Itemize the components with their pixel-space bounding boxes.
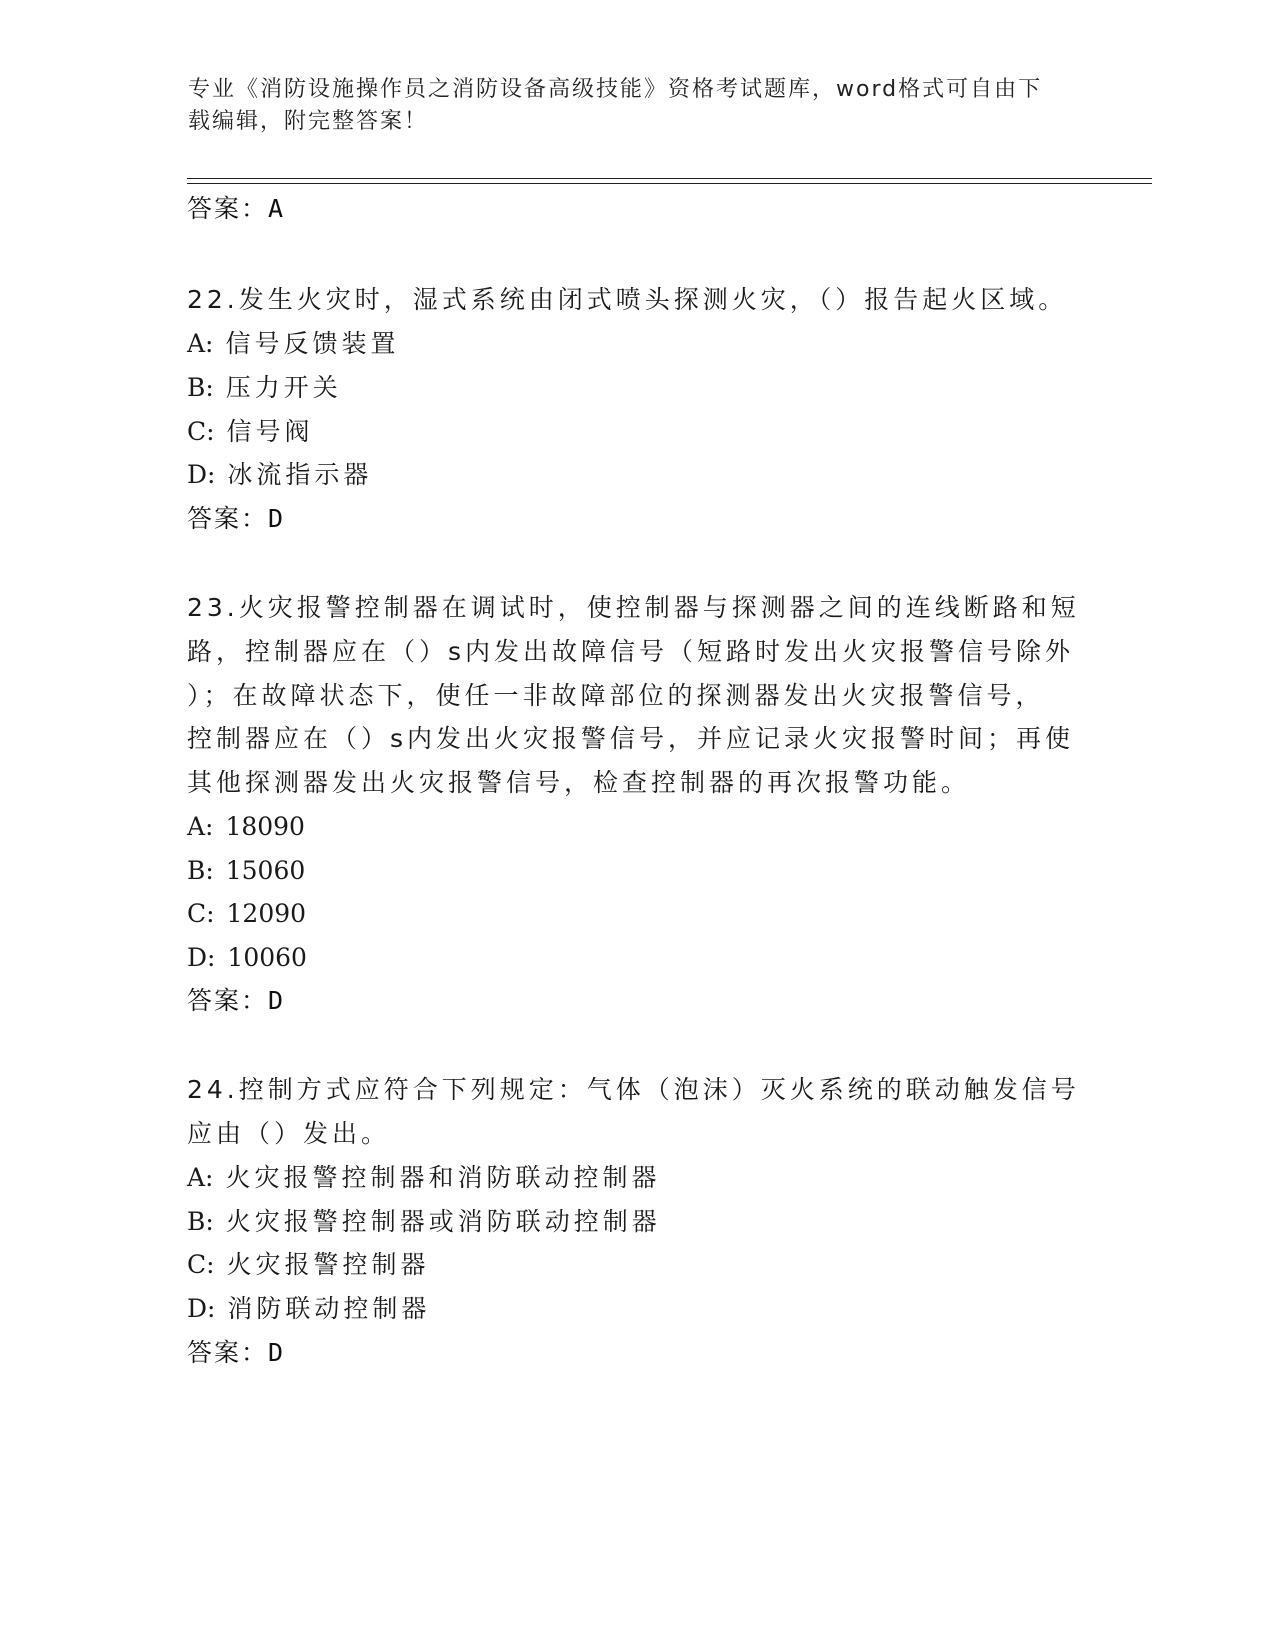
option-text: 压力开关 bbox=[225, 373, 342, 402]
document-header bbox=[188, 74, 1068, 138]
header-line-2: 载编辑，附完整答案！ bbox=[188, 109, 429, 134]
question-23-text-line-2: 路，控制器应在（）s内发出故障信号（短路时发出火灾报警信号除外 bbox=[187, 637, 1075, 666]
question-23-text-line-4: 控制器应在（）s内发出火灾报警信号，并应记录火灾报警时间；再使 bbox=[187, 724, 1075, 753]
option-letter: D: bbox=[187, 943, 216, 972]
header-line-1: 专业《消防设施操作员之消防设备高级技能》资格考试题库，word格式可自由下 bbox=[188, 77, 1043, 102]
option-text: 消防联动控制器 bbox=[227, 1294, 431, 1323]
answer-value: D bbox=[268, 504, 284, 533]
question-24-option-a bbox=[187, 1160, 660, 1196]
question-24-option-b bbox=[187, 1204, 661, 1240]
option-letter: A: bbox=[187, 1163, 214, 1192]
question-23-option-b bbox=[187, 853, 305, 889]
option-letter: B: bbox=[187, 856, 214, 885]
option-letter: C: bbox=[187, 1250, 215, 1279]
question-22-option-a bbox=[187, 326, 399, 362]
question-22-text: 22.发生火灾时，湿式系统由闭式喷头探测火灾，（）报告起火区域。 bbox=[187, 285, 1068, 314]
question-22-option-d bbox=[187, 457, 372, 493]
question-23-option-d bbox=[187, 940, 307, 976]
option-letter: D: bbox=[187, 1294, 216, 1323]
option-text: 18090 bbox=[225, 812, 305, 841]
option-text: 15060 bbox=[225, 856, 306, 885]
question-22-option-c bbox=[187, 414, 314, 450]
question-23-text-line-1: 23.火灾报警控制器在调试时，使控制器与探测器之间的连线断路和短 bbox=[187, 593, 1080, 622]
option-letter: B: bbox=[187, 1207, 214, 1236]
option-letter: D: bbox=[187, 460, 216, 489]
option-text: 10060 bbox=[227, 943, 307, 972]
question-22-option-b bbox=[187, 370, 342, 406]
question-23-option-c bbox=[187, 896, 306, 932]
question-23-text-line-5: 其他探测器发出火灾报警信号，检查控制器的再次报警功能。 bbox=[187, 768, 971, 797]
question-24-text-line-2: 应由（）发出。 bbox=[187, 1119, 391, 1148]
answer-label: 答案： bbox=[187, 504, 269, 533]
answer-value: A bbox=[268, 194, 284, 223]
answer-label: 答案： bbox=[187, 1338, 269, 1367]
header-rule-bottom bbox=[187, 183, 1152, 184]
question-24-text-line-1: 24.控制方式应符合下列规定：气体（泡沫）灭火系统的联动触发信号 bbox=[187, 1075, 1080, 1104]
answer-label: 答案： bbox=[187, 194, 269, 223]
question-24-option-d bbox=[187, 1291, 430, 1327]
option-letter: A: bbox=[187, 329, 214, 358]
question-24-answer bbox=[187, 1335, 283, 1371]
option-text: 火灾报警控制器或消防联动控制器 bbox=[225, 1207, 661, 1236]
option-text: 冰流指示器 bbox=[227, 460, 373, 489]
header-rule-top bbox=[187, 178, 1152, 179]
answer-value: D bbox=[268, 1338, 284, 1367]
question-23-option-a bbox=[187, 809, 305, 845]
answer-label: 答案： bbox=[187, 986, 269, 1015]
question-24-option-c bbox=[187, 1247, 430, 1283]
option-letter: C: bbox=[187, 417, 215, 446]
option-text: 信号反馈装置 bbox=[225, 329, 400, 358]
answer-value: D bbox=[268, 986, 284, 1015]
option-text: 火灾报警控制器 bbox=[226, 1250, 430, 1279]
previous-answer bbox=[187, 191, 283, 227]
option-letter: A: bbox=[187, 812, 214, 841]
option-text: 火灾报警控制器和消防联动控制器 bbox=[225, 1163, 661, 1192]
option-letter: B: bbox=[187, 373, 214, 402]
option-text: 12090 bbox=[226, 899, 307, 928]
option-text: 信号阀 bbox=[226, 417, 314, 446]
question-23-text-line-3: ）；在故障状态下，使任一非故障部位的探测器发出火灾报警信号， bbox=[187, 681, 1045, 710]
question-23-answer bbox=[187, 983, 283, 1019]
question-22-answer bbox=[187, 501, 283, 537]
option-letter: C: bbox=[187, 899, 215, 928]
